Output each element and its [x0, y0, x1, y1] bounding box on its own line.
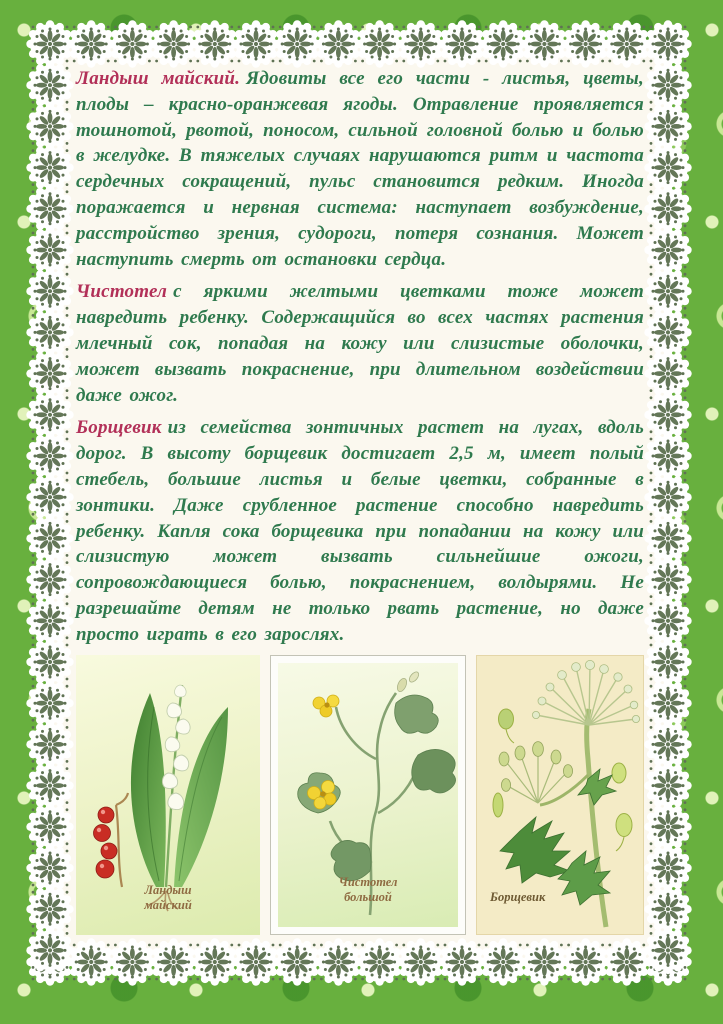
- seed-pods-icon: [493, 709, 632, 851]
- white-bell-flowers-icon: [161, 685, 191, 810]
- green-umbel-icon: [499, 741, 573, 802]
- caption-lily: Ландыш майский: [144, 882, 192, 912]
- plant-name-lily: Ландыш майский.: [76, 68, 241, 89]
- text-block: [76, 66, 644, 648]
- celandine-mat: [278, 663, 458, 927]
- figure-hogweed: [476, 655, 644, 935]
- yellow-flowers-icon: [308, 670, 421, 809]
- paragraph-lily-text: Ядовиты все его части - листья, цветы, плоды – красно-оранжевая ягоды. Отравление проявляется тошнотой, рвотой, поносом, сильной головной болью и болью в желудке. В тяжелых случаях нарушаются ритм и частота сердечных сокращений, пульс становится редким. Иногда поражается и нервная система: наступает возбуждение, расстройство зрения, судороги, потеря сознания. Может наступить смерть от остановки сердца.: [76, 68, 644, 270]
- paragraph-celandine-text: с яркими желтыми цветками тоже может навредить ребенку. Содержащийся во всех частях растения млечный сок, попадая на кожу или слизистые оболочки, может вызвать покраснение, при длительном воздействии даже ожог.: [76, 281, 644, 406]
- lobed-leaves-icon: [500, 769, 616, 905]
- paragraph-celandine: [76, 279, 644, 408]
- caption-celandine: Чистотел большой: [338, 874, 398, 904]
- paragraph-hogweed: [76, 415, 644, 647]
- plant-name-celandine: Чистотел: [76, 281, 168, 303]
- figure-celandine: [270, 655, 466, 935]
- figures-row: [76, 655, 644, 935]
- caption-hogweed: Борщевик: [490, 889, 546, 904]
- paragraph-lily: [76, 66, 644, 272]
- red-berries-icon: [94, 807, 118, 878]
- paragraph-hogweed-text: из семейства зонтичных растет на лугах, вдоль дорог. В высоту борщевик достигает 2,5 м, имеет полый стебель, большие листья и белые цветки, собранные в зонтики. Даже срубленное растение способно навредить ребенку. Капля сока борщевика при попадании на кожу или слизистую может вызвать сильнейшие ожоги, сопровождающиеся болью, покраснением, волдырями. Не разрешайте детям не только рвать растение, но даже просто играть в его зарослях.: [76, 417, 644, 645]
- content-area: [76, 66, 644, 935]
- plant-name-hogweed: Борщевик: [76, 417, 162, 439]
- figure-lily-of-the-valley: [76, 655, 260, 935]
